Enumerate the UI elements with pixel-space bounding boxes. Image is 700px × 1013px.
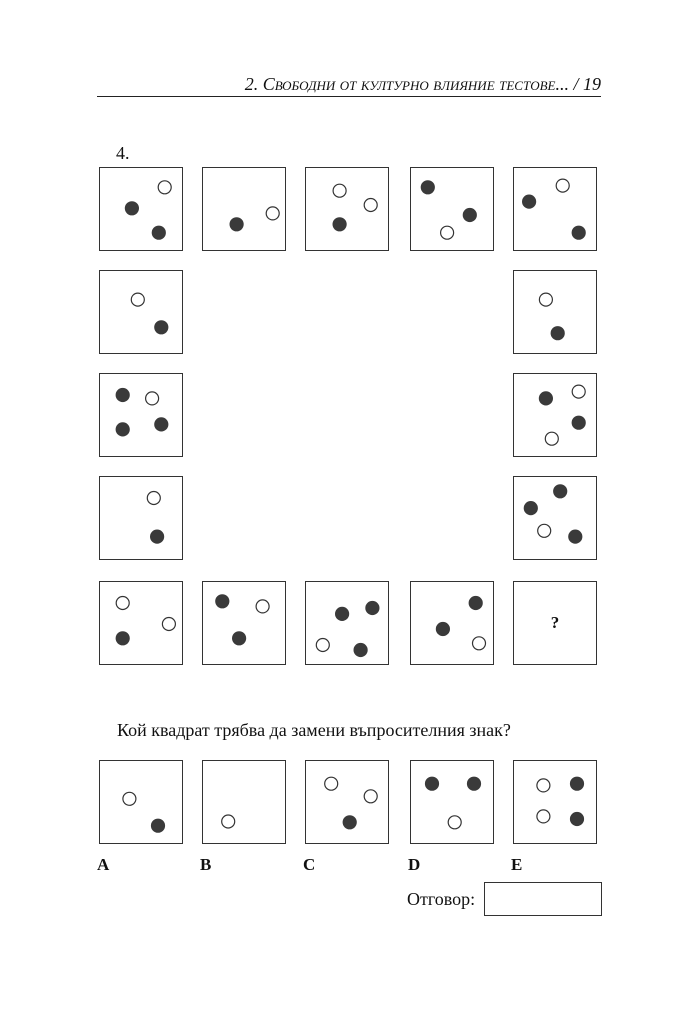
question-text: Кой квадрат трябва да замени въпросителния знак? xyxy=(117,720,511,740)
dot-layer xyxy=(411,582,495,666)
missing-square xyxy=(513,581,597,665)
sequence-square xyxy=(410,167,494,251)
hollow-dot xyxy=(537,810,550,823)
filled-dot xyxy=(125,202,138,215)
filled-dot xyxy=(155,321,168,334)
hollow-dot xyxy=(256,600,269,613)
dot-layer xyxy=(514,271,598,355)
sequence-square xyxy=(99,581,183,665)
chapter-title: Свободни от културно влияние тестове... xyxy=(262,74,569,94)
sequence-square xyxy=(513,167,597,251)
dot-layer xyxy=(306,168,390,252)
hollow-dot xyxy=(333,184,346,197)
filled-dot xyxy=(343,816,356,829)
filled-dot xyxy=(152,226,165,239)
option-label-a: A xyxy=(97,855,110,874)
filled-dot xyxy=(539,392,552,405)
filled-dot xyxy=(366,602,379,615)
option-label-c: C xyxy=(303,855,316,874)
dot-layer xyxy=(100,168,184,252)
option-square-a[interactable] xyxy=(99,760,183,844)
hollow-dot xyxy=(316,639,329,652)
page-number: 19 xyxy=(583,74,601,94)
filled-dot xyxy=(572,416,585,429)
answer-input-box[interactable] xyxy=(484,882,602,916)
dot-layer xyxy=(100,582,184,666)
sequence-square xyxy=(410,581,494,665)
option-label-d: D xyxy=(408,855,421,874)
filled-dot xyxy=(233,632,246,645)
option-square-e[interactable] xyxy=(513,760,597,844)
dot-layer xyxy=(100,761,184,845)
hollow-dot xyxy=(364,199,377,212)
hollow-dot xyxy=(448,816,461,829)
hollow-dot xyxy=(222,815,235,828)
filled-dot xyxy=(523,195,536,208)
hollow-dot xyxy=(572,385,585,398)
sequence-square xyxy=(99,476,183,560)
filled-dot xyxy=(421,181,434,194)
filled-dot xyxy=(116,423,129,436)
dot-layer xyxy=(203,168,287,252)
dot-layer xyxy=(306,582,390,666)
filled-dot xyxy=(469,597,482,610)
filled-dot xyxy=(524,502,537,515)
filled-dot xyxy=(116,632,129,645)
hollow-dot xyxy=(364,790,377,803)
dot-layer xyxy=(203,582,287,666)
filled-dot xyxy=(572,226,585,239)
hollow-dot xyxy=(266,207,279,220)
hollow-dot xyxy=(537,779,550,792)
sequence-square xyxy=(202,581,286,665)
question-number: 4. xyxy=(116,143,130,163)
filled-dot xyxy=(569,530,582,543)
dot-layer xyxy=(514,761,598,845)
dot-layer xyxy=(514,374,598,458)
hollow-dot xyxy=(158,181,171,194)
dot-layer xyxy=(514,168,598,252)
hollow-dot xyxy=(538,524,551,537)
dot-layer xyxy=(203,761,287,845)
hollow-dot xyxy=(162,618,175,631)
answer-label: Отговор: xyxy=(407,889,476,909)
hollow-dot xyxy=(123,792,136,805)
filled-dot xyxy=(151,530,164,543)
filled-dot xyxy=(354,644,367,657)
dot-layer xyxy=(411,761,495,845)
sequence-square xyxy=(99,270,183,354)
hollow-dot xyxy=(545,432,558,445)
dot-layer xyxy=(100,477,184,561)
dot-layer xyxy=(411,168,495,252)
sequence-square xyxy=(513,373,597,457)
hollow-dot xyxy=(116,597,129,610)
sequence-square xyxy=(305,581,389,665)
filled-dot xyxy=(468,777,481,790)
dot-layer xyxy=(306,761,390,845)
filled-dot xyxy=(333,218,346,231)
filled-dot xyxy=(152,819,165,832)
hollow-dot xyxy=(556,179,569,192)
hollow-dot xyxy=(539,293,552,306)
option-square-c[interactable] xyxy=(305,760,389,844)
option-square-b[interactable] xyxy=(202,760,286,844)
filled-dot xyxy=(216,595,229,608)
sequence-square xyxy=(305,167,389,251)
filled-dot xyxy=(554,485,567,498)
filled-dot xyxy=(463,209,476,222)
sequence-square xyxy=(202,167,286,251)
question-mark: ? xyxy=(550,613,560,632)
filled-dot xyxy=(426,777,439,790)
filled-dot xyxy=(116,389,129,402)
sequence-square xyxy=(99,167,183,251)
chapter-number: 2. xyxy=(244,74,263,94)
dot-layer xyxy=(100,374,184,458)
filled-dot xyxy=(436,623,449,636)
dot-layer xyxy=(100,271,184,355)
hollow-dot xyxy=(147,492,160,505)
filled-dot xyxy=(551,327,564,340)
hollow-dot xyxy=(146,392,159,405)
hollow-dot xyxy=(473,637,486,650)
running-header-text xyxy=(245,74,601,95)
filled-dot xyxy=(571,777,584,790)
dot-layer xyxy=(514,477,598,561)
filled-dot xyxy=(230,218,243,231)
filled-dot xyxy=(571,813,584,826)
option-square-d[interactable] xyxy=(410,760,494,844)
hollow-dot xyxy=(131,293,144,306)
filled-dot xyxy=(155,418,168,431)
option-label-b: B xyxy=(200,855,212,874)
filled-dot xyxy=(336,607,349,620)
sequence-square xyxy=(99,373,183,457)
hollow-dot xyxy=(325,777,338,790)
sequence-square xyxy=(513,270,597,354)
option-label-e: E xyxy=(511,855,523,874)
hollow-dot xyxy=(441,226,454,239)
header-separator: / xyxy=(568,74,583,94)
sequence-square xyxy=(513,476,597,560)
running-header xyxy=(97,68,601,97)
